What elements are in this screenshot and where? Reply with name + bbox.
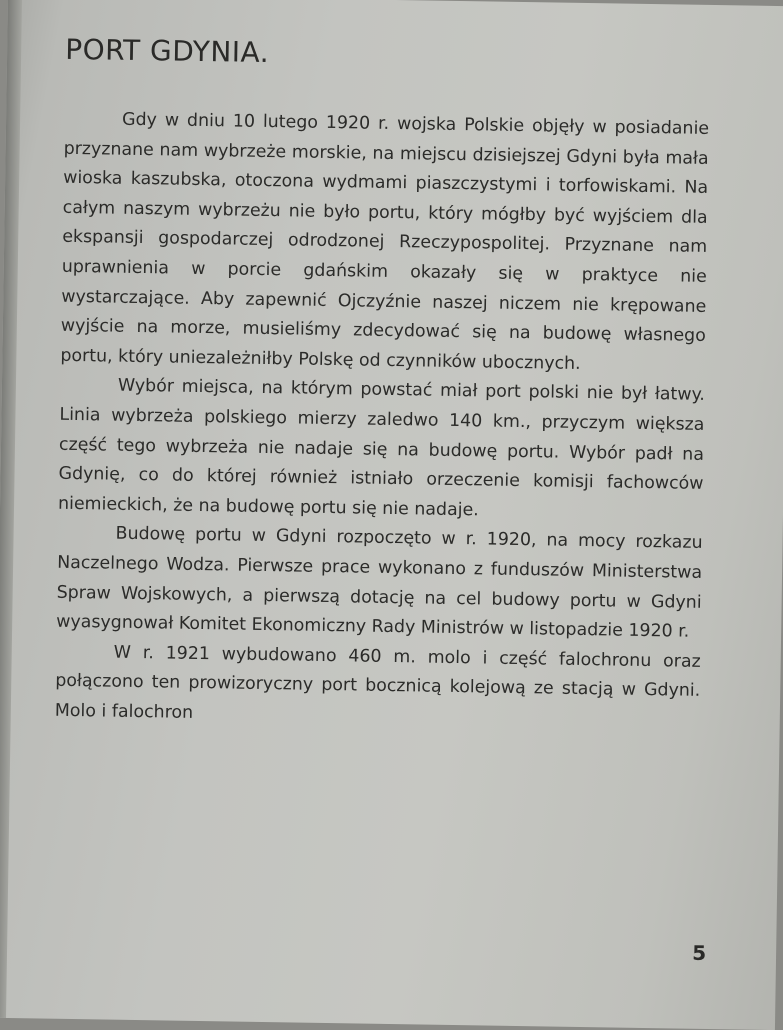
body-text (55, 105, 710, 737)
page-binding-edge (0, 0, 22, 1018)
paragraph-4: W r. 1921 wybudowano 460 m. molo i część falochronu oraz połączono ten prowizoryczny port bocznicą kolejową ze stacją w Gdyni. Molo i falochron (54, 642, 701, 723)
page-number: 5 (692, 940, 707, 965)
paragraph-2: Wybór miejsca, na którym powstać miał port polski nie był łatwy. Linia wybrzeża polskiego mierzy zaledwo 140 km., przyczym większa część tego wybrzeża nie nadaje się na budowę portu. Wybór padł na Gdynię, co do której również istniało orzeczenie komisji fachowców niemieckich, że na budowę portu się nie nadaje. (57, 376, 706, 521)
paragraph-1: Gdy w dniu 10 lutego 1920 r. wojska Polskie objęły w posiadanie przyznane nam wybrzeże morskie, na miejscu dzisiejszej Gdyni była mała wioska kaszubska, otoczona wydmami piaszczystymi i torfowiskami. Na całym naszym wybrzeżu nie było portu, który mógłby być wyjściem dla ekspansji gospodarczej odrodzonej Rzeczypospolitej. Przyznane nam uprawnienia w porcie gdańskim okazały się w praktyce nie wystarczające. Aby zapewnić Ojczyźnie naszej niczem nie krępowane wyjście na morze, musieliśmy zdecydować się na budowę własnego portu, który uniezależniłby Polskę od czynników ubocznych. (60, 109, 710, 374)
paragraph-3: Budowę portu w Gdyni rozpoczęto w r. 1920, na mocy rozkazu Naczelnego Wodza. Pierwsze prace wykonano z funduszów Ministerstwa Spraw Wojskowych, a pierwszą dotację na cel budowy portu w Gdyni wyasygnował Komitet Ekonomiczny Rady Ministrów w listopadzie 1920 r. (56, 523, 703, 642)
page-title: PORT GDYNIA. (64, 32, 270, 70)
